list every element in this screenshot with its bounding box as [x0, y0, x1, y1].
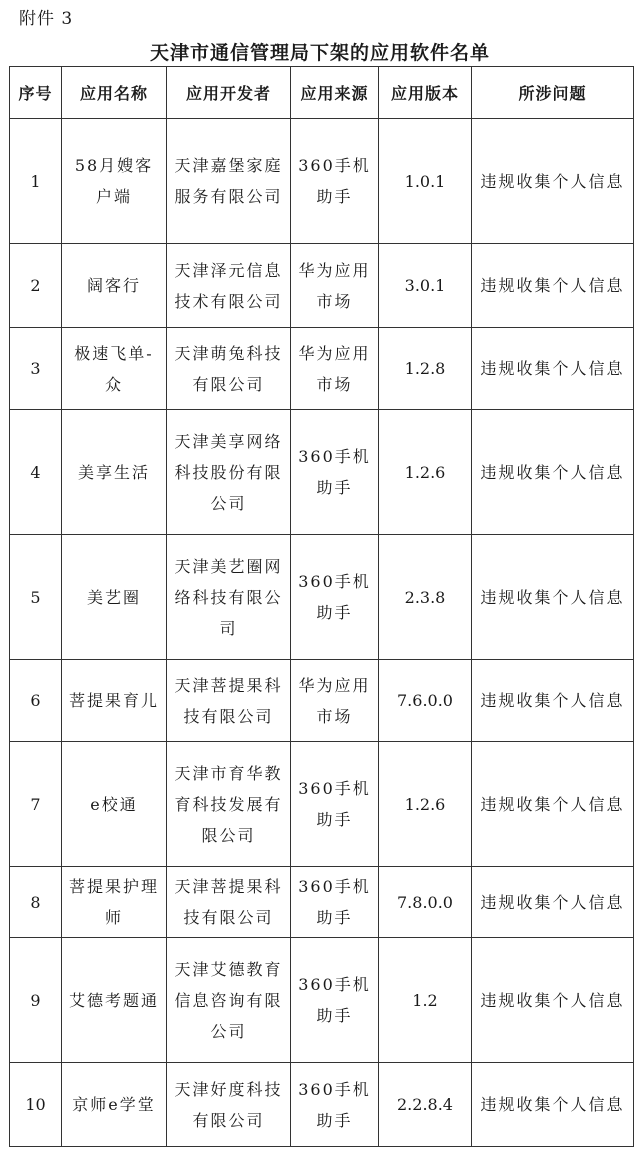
- cell-issue: 违规收集个人信息: [472, 328, 634, 410]
- cell-seq: 2: [10, 244, 62, 328]
- cell-issue: 违规收集个人信息: [472, 660, 634, 742]
- cell-issue: 违规收集个人信息: [472, 867, 634, 938]
- col-header-seq: 序号: [10, 67, 62, 119]
- document-title: 天津市通信管理局下架的应用软件名单: [149, 42, 490, 64]
- cell-version: 3.0.1: [379, 244, 472, 328]
- table-row: [10, 119, 634, 244]
- cell-issue: 违规收集个人信息: [472, 938, 634, 1063]
- cell-app-name: 京师e学堂: [62, 1063, 167, 1147]
- cell-source: 华为应用市场: [291, 660, 379, 742]
- cell-developer: 天津萌兔科技有限公司: [167, 328, 291, 410]
- table-row: [10, 867, 634, 938]
- cell-version: 1.2.6: [379, 410, 472, 535]
- col-header-source: 应用来源: [291, 67, 379, 119]
- cell-issue: 违规收集个人信息: [472, 535, 634, 660]
- table-row: [10, 328, 634, 410]
- cell-seq: 4: [10, 410, 62, 535]
- cell-seq: 9: [10, 938, 62, 1063]
- cell-developer: 天津菩提果科技有限公司: [167, 867, 291, 938]
- cell-seq: 3: [10, 328, 62, 410]
- cell-source: 360手机助手: [291, 938, 379, 1063]
- cell-source: 华为应用市场: [291, 328, 379, 410]
- cell-version: 1.0.1: [379, 119, 472, 244]
- app-list-table: [9, 66, 634, 1147]
- cell-developer: 天津美艺圈网络科技有限公司: [167, 535, 291, 660]
- cell-developer: 天津好度科技有限公司: [167, 1063, 291, 1147]
- cell-app-name: 菩提果育儿: [62, 660, 167, 742]
- cell-source: 华为应用市场: [291, 244, 379, 328]
- table-header-row: [10, 67, 634, 119]
- cell-issue: 违规收集个人信息: [472, 1063, 634, 1147]
- cell-app-name: 极速飞单-众: [62, 328, 167, 410]
- cell-issue: 违规收集个人信息: [472, 410, 634, 535]
- col-header-version: 应用版本: [379, 67, 472, 119]
- cell-version: 2.3.8: [379, 535, 472, 660]
- cell-seq: 7: [10, 742, 62, 867]
- cell-developer: 天津菩提果科技有限公司: [167, 660, 291, 742]
- cell-source: 360手机助手: [291, 535, 379, 660]
- table-row: [10, 1063, 634, 1147]
- attachment-label: 附件 3: [19, 9, 74, 29]
- cell-version: 7.6.0.0: [379, 660, 472, 742]
- cell-source: 360手机助手: [291, 1063, 379, 1147]
- cell-developer: 天津美享网络科技股份有限公司: [167, 410, 291, 535]
- cell-seq: 8: [10, 867, 62, 938]
- cell-developer: 天津嘉堡家庭服务有限公司: [167, 119, 291, 244]
- cell-developer: 天津艾德教育信息咨询有限公司: [167, 938, 291, 1063]
- cell-app-name: 美享生活: [62, 410, 167, 535]
- cell-version: 1.2.6: [379, 742, 472, 867]
- cell-issue: 违规收集个人信息: [472, 742, 634, 867]
- col-header-issue: 所涉问题: [472, 67, 634, 119]
- cell-seq: 6: [10, 660, 62, 742]
- cell-issue: 违规收集个人信息: [472, 244, 634, 328]
- cell-seq: 5: [10, 535, 62, 660]
- cell-developer: 天津泽元信息技术有限公司: [167, 244, 291, 328]
- cell-version: 1.2.8: [379, 328, 472, 410]
- cell-app-name: 阔客行: [62, 244, 167, 328]
- cell-app-name: e校通: [62, 742, 167, 867]
- cell-developer: 天津市育华教育科技发展有限公司: [167, 742, 291, 867]
- cell-version: 7.8.0.0: [379, 867, 472, 938]
- cell-app-name: 美艺圈: [62, 535, 167, 660]
- cell-seq: 1: [10, 119, 62, 244]
- table-row: [10, 535, 634, 660]
- table-row: [10, 410, 634, 535]
- cell-app-name: 艾德考题通: [62, 938, 167, 1063]
- cell-source: 360手机助手: [291, 867, 379, 938]
- cell-app-name: 菩提果护理师: [62, 867, 167, 938]
- col-header-developer: 应用开发者: [167, 67, 291, 119]
- col-header-app-name: 应用名称: [62, 67, 167, 119]
- cell-version: 1.2: [379, 938, 472, 1063]
- cell-version: 2.2.8.4: [379, 1063, 472, 1147]
- cell-issue: 违规收集个人信息: [472, 119, 634, 244]
- cell-app-name: 58月嫂客户端: [62, 119, 167, 244]
- table-row: [10, 938, 634, 1063]
- cell-seq: 10: [10, 1063, 62, 1147]
- cell-source: 360手机助手: [291, 410, 379, 535]
- cell-source: 360手机助手: [291, 742, 379, 867]
- table-row: [10, 244, 634, 328]
- table-row: [10, 742, 634, 867]
- table-row: [10, 660, 634, 742]
- cell-source: 360手机助手: [291, 119, 379, 244]
